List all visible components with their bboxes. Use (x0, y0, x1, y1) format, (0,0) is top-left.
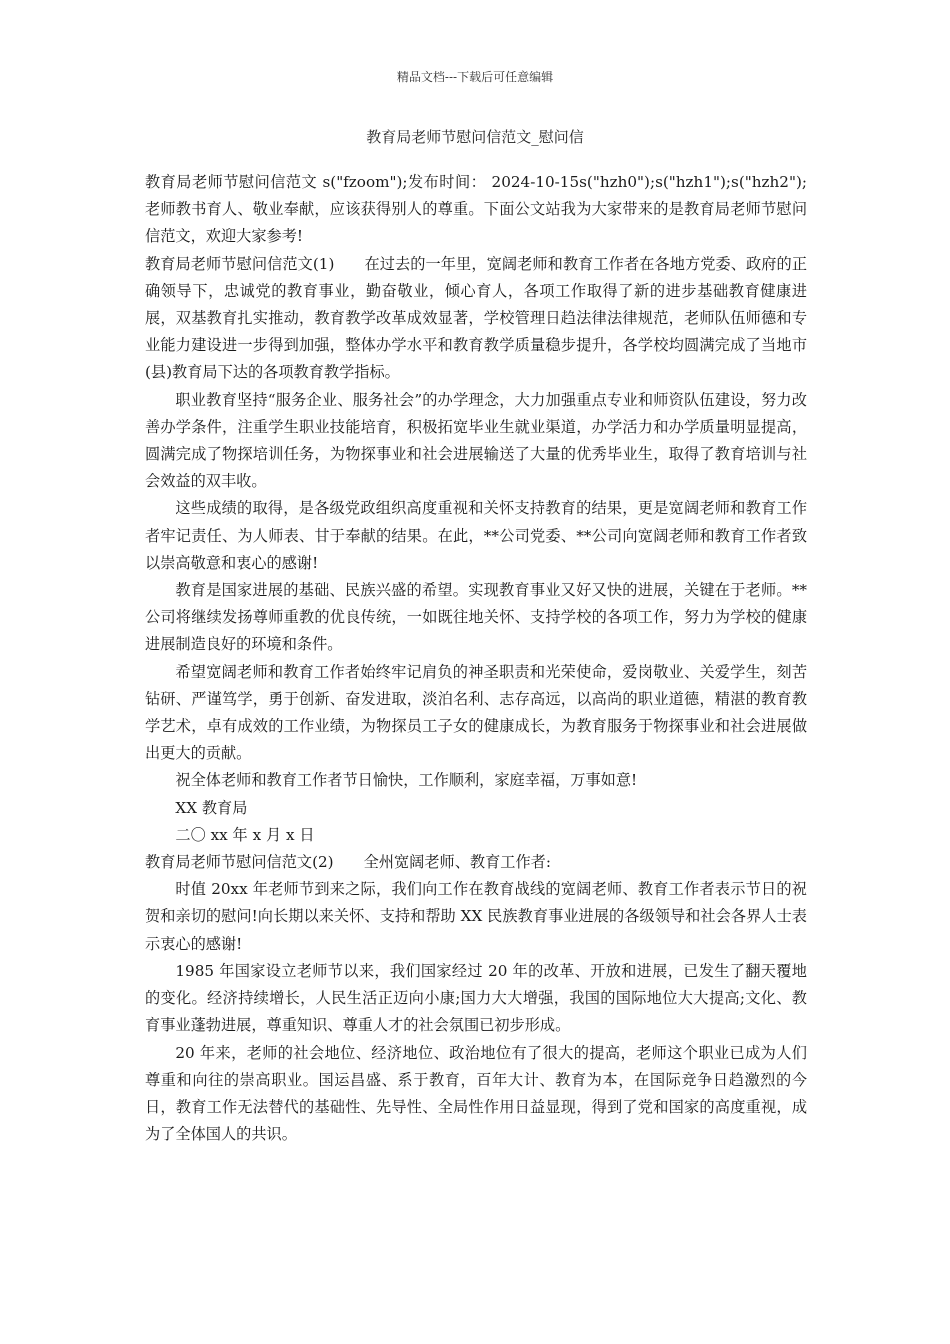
letter1-date: 二〇 xx 年 x 月 x 日 (175, 825, 315, 844)
letter1-heading: 教育局老师节慰问信范文(1) (145, 254, 335, 273)
letter1-first-paragraph (145, 251, 807, 387)
document-title: 教育局老师节慰问信范文_慰问信 (366, 128, 584, 146)
letter1-signature: XX 教育局 (175, 798, 248, 817)
letter2-heading: 教育局老师节慰问信范文(2) (145, 853, 334, 872)
letter2-paragraph-1: 时值 20xx 年老师节到来之际，我们向工作在教育战线的宽阔老师、教育工作者表示节日的祝贺和亲切的慰问!向长期以来关怀、支持和帮助 XX 民族教育事业进展的各级领导和社会各界人士表示衷心的感谢! (145, 880, 807, 953)
letter1-paragraph-5: 希望宽阔老师和教育工作者始终牢记肩负的神圣职责和光荣使命，爱岗敬业、关爱学生，刻苦钻研、严谨笃学，勇于创新、奋发进取，淡泊名利、志存高远，以高尚的职业道德，精湛的教育教学艺术，卓有成效的工作业绩，为物探员工子女的健康成长，为教育服务于物探事业和社会进展做出更大的贡献。 (145, 662, 807, 763)
letter1-paragraph-2: 职业教育坚持“服务企业、服务社会”的办学理念，大力加强重点专业和师资队伍建设，努力改善办学条件，注重学生职业技能培育，积极拓宽毕业生就业渠道，办学活力和办学质量明显提高，圆满完成了物探培训任务，为物探事业和社会进展输送了大量的优秀毕业生，取得了教育培训与社会效益的双丰收。 (145, 390, 807, 491)
header-note: 精品文档---下载后可任意编辑 (396, 70, 554, 84)
letter1-paragraph-3: 这些成绩的取得，是各级党政组织高度重视和关怀支持教育的结果，更是宽阔老师和教育工作者牢记责任、为人师表、甘于奉献的结果。在此，**公司党委、**公司向宽阔老师和教育工作者致以崇高敬意和衷心的感谢! (145, 499, 807, 572)
letter2-paragraph-2: 1985 年国家设立老师节以来，我们国家经过 20 年的改革、开放和进展，已发生了翻天覆地的变化。经济持续增长，人民生活正迈向小康;国力大大增强，我国的国际地位大大提高;文化、教育事业蓬勃进展，尊重知识、尊重人才的社会氛围已初步形成。 (145, 961, 807, 1035)
letter1-paragraph-4: 教育是国家进展的基础、民族兴盛的希望。实现教育事业又好又快的进展，关键在于老师。**公司将继续发扬尊师重教的优良传统，一如既往地关怀、支持学校的各项工作，努力为学校的健康进展制造良好的环境和条件。 (145, 581, 807, 654)
letter1-paragraph-6: 祝全体老师和教育工作者节日愉快，工作顺利，家庭幸福，万事如意! (175, 771, 638, 790)
letter2-paragraph-3: 20 年来，老师的社会地位、经济地位、政治地位有了很大的提高，老师这个职业已成为人们尊重和向往的崇高职业。国运昌盛、系于教育，百年大计、教育为本，在国际竞争日趋激烈的今日，教育工作无法替代的基础性、先导性、全局性作用日益显现，得到了党和国家的高度重视，成为了全体国人的共识。 (145, 1043, 807, 1144)
letter2-salutation: 全州宽阔老师、教育工作者: (363, 853, 551, 872)
letter1-paragraph-1: 在过去的一年里，宽阔老师和教育工作者在各地方党委、政府的正确领导下，忠诚党的教育事业，勤奋敬业，倾心育人，各项工作取得了新的进步基础教育健康进展，双基教育扎实推动，教育教学改革成效显著，学校管理日趋法律法律规范，老师队伍师德和专业能力建设进一步得到加强，整体办学水平和教育教学质量稳步提升，各学校均圆满完成了当地市(县)教育局下达的各项教育教学指标。 (145, 254, 808, 382)
intro-paragraph: 教育局老师节慰问信范文 s("fzoom");发布时间： 2024-10-15s("hzh0");s("hzh1");s("hzh2");老师教书育人、敬业奉献，应该获得别人的尊重。下面公文站我为大家带来的是教育局老师节慰问信范文，欢迎大家参考! (145, 173, 807, 246)
document-body (145, 169, 807, 1148)
letter2-first-line (145, 849, 807, 876)
